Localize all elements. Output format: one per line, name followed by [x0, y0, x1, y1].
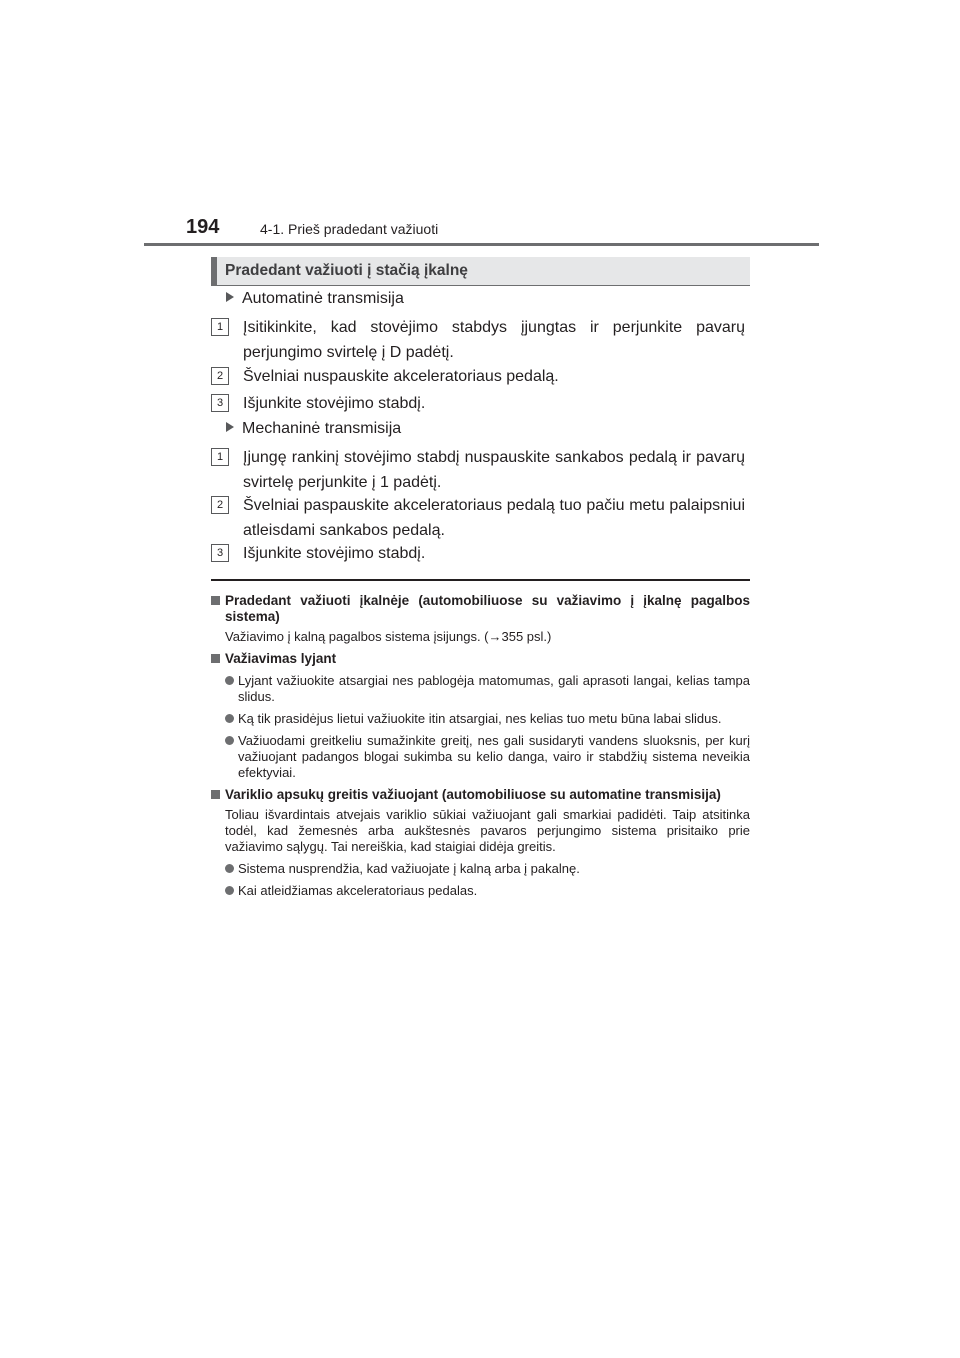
note-heading	[211, 787, 750, 803]
page-number: 194	[186, 216, 220, 238]
step-text: Išjunkite stovėjimo stabdį.	[243, 545, 426, 562]
list-item-text: Važiuodami greitkeliu sumažinkite greitį, nes gali susidaryti vandens sluoksnis, per kurį važiuojant padangos blogai sukimba su kelio danga, vairo ir stabdžių sistema neveikia efektyviai.	[238, 733, 750, 780]
list-item-text: Sistema nusprendžia, kad važiuojate į kalną arba į pakalnę.	[238, 861, 580, 876]
note-heading-text: Pradedant važiuoti įkalnėje (automobiliuose su važiavimo į įkalnę pagalbos sistema)	[225, 593, 750, 624]
circle-bullet-icon	[225, 676, 234, 685]
list-item	[211, 733, 750, 781]
step-number: 3	[211, 544, 229, 562]
circle-bullet-icon	[225, 736, 234, 745]
manual-heading-label: Mechaninė transmisija	[242, 420, 402, 437]
manual-step-3	[211, 542, 745, 567]
step-text: Įsitikinkite, kad stovėjimo stabdys įjungtas ir perjunkite pavarų perjungimo svirtelę į D padėtį.	[243, 319, 745, 361]
step-text: Švelniai nuspauskite akceleratoriaus pedalą.	[243, 368, 559, 385]
automatic-heading-label: Automatinė transmisija	[242, 290, 404, 307]
note-hill-assist	[211, 593, 750, 645]
triangle-arrow-icon	[226, 292, 234, 302]
notes-divider	[211, 579, 750, 581]
note-body: Važiavimo į kalną pagalbos sistema įsijungs. (→355 psl.)	[225, 629, 552, 644]
step-number: 1	[211, 448, 229, 466]
triangle-arrow-icon	[226, 422, 234, 432]
square-bullet-icon	[211, 790, 220, 799]
note-heading-text: Važiavimas lyjant	[225, 651, 337, 666]
step-number: 3	[211, 394, 229, 412]
section-accent	[211, 257, 217, 285]
auto-step-1	[211, 316, 745, 365]
note-heading-text: Variklio apsukų greitis važiuojant (automobiliuose su automatine transmisija)	[225, 787, 721, 802]
step-number: 2	[211, 496, 229, 514]
step-text: Švelniai paspauskite akceleratoriaus pedalą tuo pačiu metu palaipsniui atleisdami sankabos pedalą.	[243, 497, 745, 539]
step-number: 1	[211, 318, 229, 336]
square-bullet-icon	[211, 596, 220, 605]
manual-step-2	[211, 494, 745, 543]
list-item-text: Ką tik prasidėjus lietui važiuokite itin atsargiai, nes kelias tuo metu būna labai slidus.	[238, 711, 722, 726]
manual-heading	[226, 420, 401, 438]
auto-step-2	[211, 365, 745, 390]
list-item	[211, 883, 750, 899]
auto-step-3	[211, 392, 745, 417]
note-engine-speed	[211, 787, 750, 899]
circle-bullet-icon	[225, 886, 234, 895]
circle-bullet-icon	[225, 714, 234, 723]
list-item	[211, 861, 750, 877]
step-text: Išjunkite stovėjimo stabdį.	[243, 395, 426, 412]
chapter-title: 4-1. Prieš pradedant važiuoti	[260, 221, 439, 237]
note-heading	[211, 593, 750, 625]
list-item-text: Lyjant važiuokite atsargiai nes pablogėja matomumas, gali aprasoti langai, kelias tampa slidus.	[238, 673, 750, 704]
step-text: Įjungę rankinį stovėjimo stabdį nuspauskite sankabos pedalą ir pavarų svirtelę perjunkite į 1 padėtį.	[243, 449, 745, 491]
circle-bullet-icon	[225, 864, 234, 873]
notes-section	[211, 587, 750, 899]
list-item	[211, 711, 750, 727]
automatic-heading	[226, 290, 404, 308]
note-body: Toliau išvardintais atvejais variklio sūkiai važiuojant gali smarkiai padidėti. Taip atsitinka todėl, kad žemesnės arba aukštesnės pavaros perjungimo sistema prisitaiko prie važiavimo sąlygų. Tai nereiškia, kad staigiai didėja greitis.	[225, 807, 750, 854]
section-title: Pradedant važiuoti į stačią įkalnę	[225, 262, 468, 279]
note-heading	[211, 651, 750, 667]
square-bullet-icon	[211, 654, 220, 663]
step-number: 2	[211, 367, 229, 385]
manual-step-1	[211, 446, 745, 495]
list-item-text: Kai atleidžiamas akceleratoriaus pedalas.	[238, 883, 478, 898]
section-heading	[211, 257, 750, 286]
note-rain	[211, 651, 750, 781]
list-item	[211, 673, 750, 705]
header-rule	[144, 243, 819, 246]
